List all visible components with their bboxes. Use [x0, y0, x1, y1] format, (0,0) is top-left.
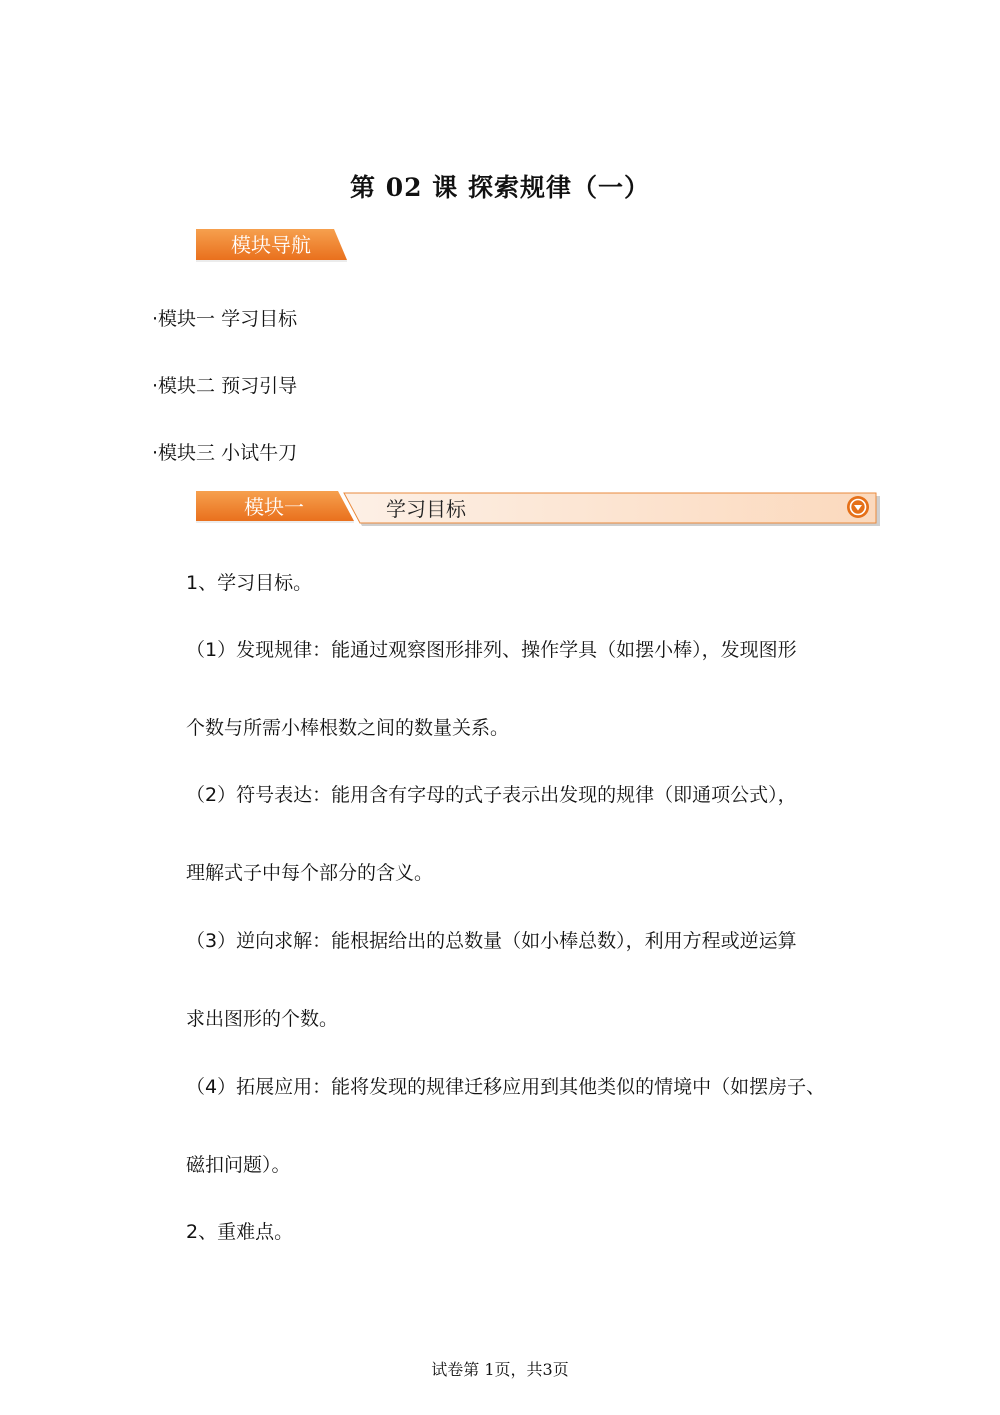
nav-banner-label: 模块导航 [231, 233, 311, 257]
paragraph: （4）拓展应用：能将发现的规律迁移应用到其他类似的情境中（如摆房子、 [186, 1076, 826, 1098]
paragraph: 个数与所需小棒根数之间的数量关系。 [186, 717, 510, 739]
nav-item-module-2[interactable]: ·模块二 预习引导 [152, 375, 298, 397]
paragraph: 理解式子中每个部分的含义。 [186, 862, 434, 884]
nav-item-module-1[interactable]: ·模块一 学习目标 [152, 308, 298, 330]
module-bar-number: 模块一 [244, 495, 304, 519]
paragraph: （2）符号表达：能用含有字母的式子表示出发现的规律（即通项公式）， [186, 784, 797, 806]
paragraph: 磁扣问题）。 [186, 1154, 291, 1176]
nav-item-module-3[interactable]: ·模块三 小试牛刀 [152, 442, 298, 464]
paragraph: （1）发现规律：能通过观察图形排列、操作学具（如摆小棒），发现图形 [186, 639, 797, 661]
module-header-bar [196, 491, 880, 528]
module-bar-title: 学习目标 [386, 497, 466, 521]
chevron-down-circle-icon[interactable] [846, 495, 870, 519]
page-footer: 试卷第 1页，共3页 [431, 1360, 569, 1379]
paragraph: 求出图形的个数。 [186, 1008, 339, 1030]
paragraph: 2、重难点。 [186, 1221, 294, 1243]
paragraph: （3）逆向求解：能根据给出的总数量（如小棒总数），利用方程或逆运算 [186, 930, 797, 952]
paragraph: 1、学习目标。 [186, 572, 313, 594]
module-nav-banner [196, 229, 348, 262]
page-title: 第 02 课 探索规律（一） [350, 173, 650, 202]
